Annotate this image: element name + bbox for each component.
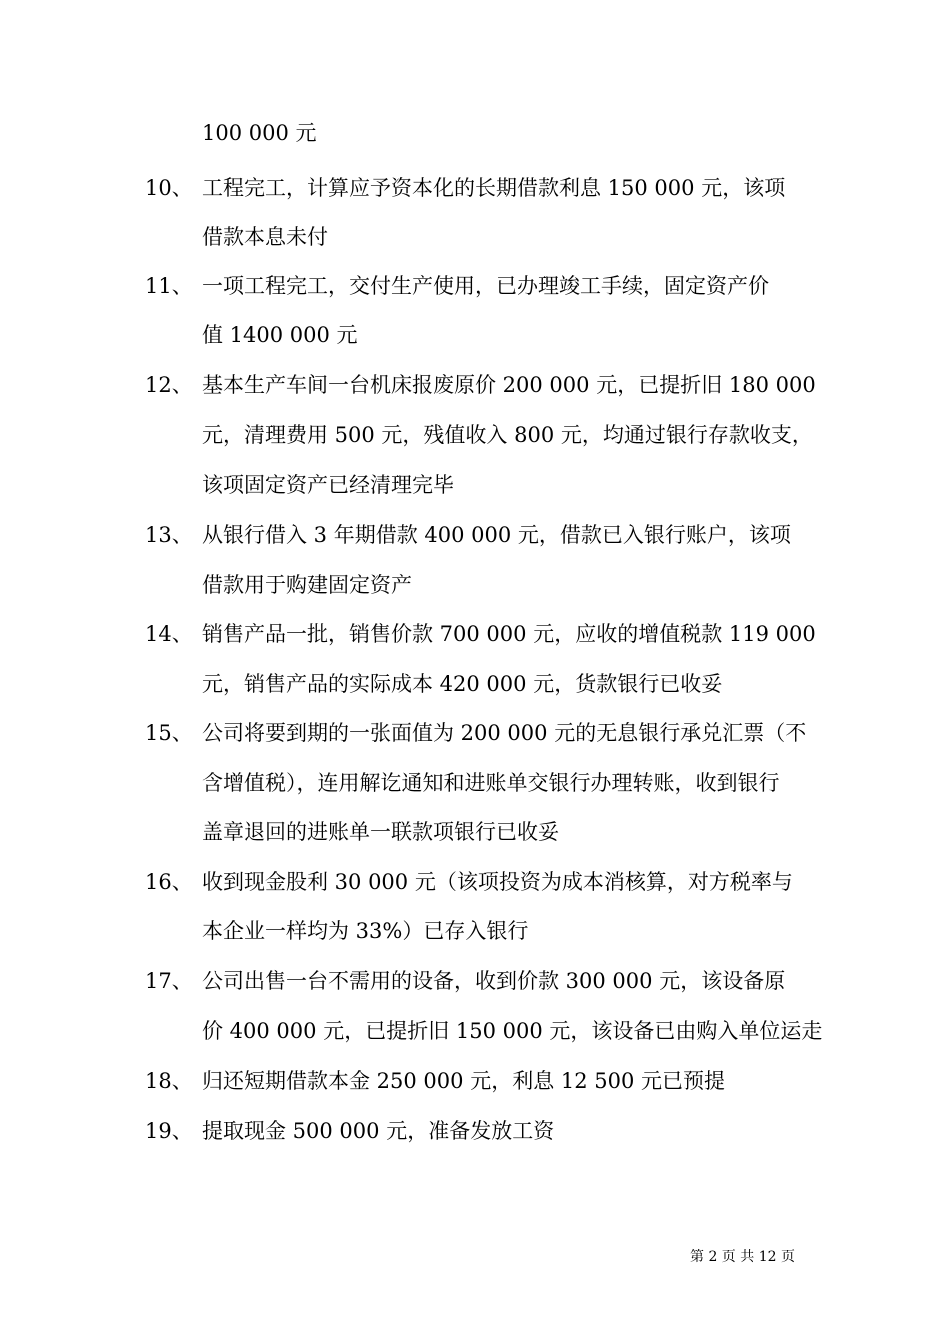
item-17-line-1: 公司出售一台不需用的设备，收到价款 300 000 元，该设备原 xyxy=(202,969,786,993)
item-number-10: 10、 xyxy=(145,176,193,200)
item-12-line-3: 该项固定资产已经清理完毕 xyxy=(202,473,454,497)
item-number-15: 15、 xyxy=(145,721,193,745)
item-number-14: 14、 xyxy=(145,622,193,646)
item-14-line-1: 销售产品一批，销售价款 700 000 元，应收的增值税款 119 000 xyxy=(202,622,816,646)
item-13-line-2: 借款用于购建固定资产 xyxy=(202,573,412,597)
item-continuation-line: 100 000 元 xyxy=(202,121,317,145)
item-16-line-1: 收到现金股利 30 000 元（该项投资为成本消核算，对方税率与 xyxy=(202,870,793,894)
item-15-line-3: 盖章退回的进账单一联款项银行已收妥 xyxy=(202,820,559,844)
item-12-line-1: 基本生产车间一台机床报废原价 200 000 元，已提折旧 180 000 xyxy=(202,373,816,397)
item-number-12: 12、 xyxy=(145,373,193,397)
item-18-line-1: 归还短期借款本金 250 000 元，利息 12 500 元已预提 xyxy=(202,1069,726,1093)
page-footer: 第 2 页 共 12 页 xyxy=(690,1249,795,1265)
item-12-line-2: 元，清理费用 500 元，残值收入 800 元，均通过银行存款收支， xyxy=(202,423,813,447)
item-11-line-1: 一项工程完工，交付生产使用，已办理竣工手续，固定资产价 xyxy=(202,274,769,298)
item-number-13: 13、 xyxy=(145,523,193,547)
item-13-line-1: 从银行借入 3 年期借款 400 000 元，借款已入银行账户，该项 xyxy=(202,523,791,547)
item-11-line-2: 值 1400 000 元 xyxy=(202,323,358,347)
item-15-line-1: 公司将要到期的一张面值为 200 000 元的无息银行承兑汇票（不 xyxy=(202,721,807,745)
item-number-19: 19、 xyxy=(145,1119,193,1143)
item-number-16: 16、 xyxy=(145,870,193,894)
item-number-11: 11、 xyxy=(145,274,193,298)
item-15-line-2: 含增值税），连用解讫通知和进账单交银行办理转账，收到银行 xyxy=(202,771,780,795)
item-10-line-1: 工程完工，计算应予资本化的长期借款利息 150 000 元，该项 xyxy=(202,176,786,200)
item-17-line-2: 价 400 000 元，已提折旧 150 000 元，该设备已由购入单位运走 xyxy=(202,1019,823,1043)
item-number-18: 18、 xyxy=(145,1069,193,1093)
item-19-line-1: 提取现金 500 000 元，准备发放工资 xyxy=(202,1119,555,1143)
item-14-line-2: 元，销售产品的实际成本 420 000 元，货款银行已收妥 xyxy=(202,672,723,696)
item-16-line-2: 本企业一样均为 33%）已存入银行 xyxy=(202,919,529,943)
item-10-line-2: 借款本息未付 xyxy=(202,225,328,249)
item-number-17: 17、 xyxy=(145,969,193,993)
